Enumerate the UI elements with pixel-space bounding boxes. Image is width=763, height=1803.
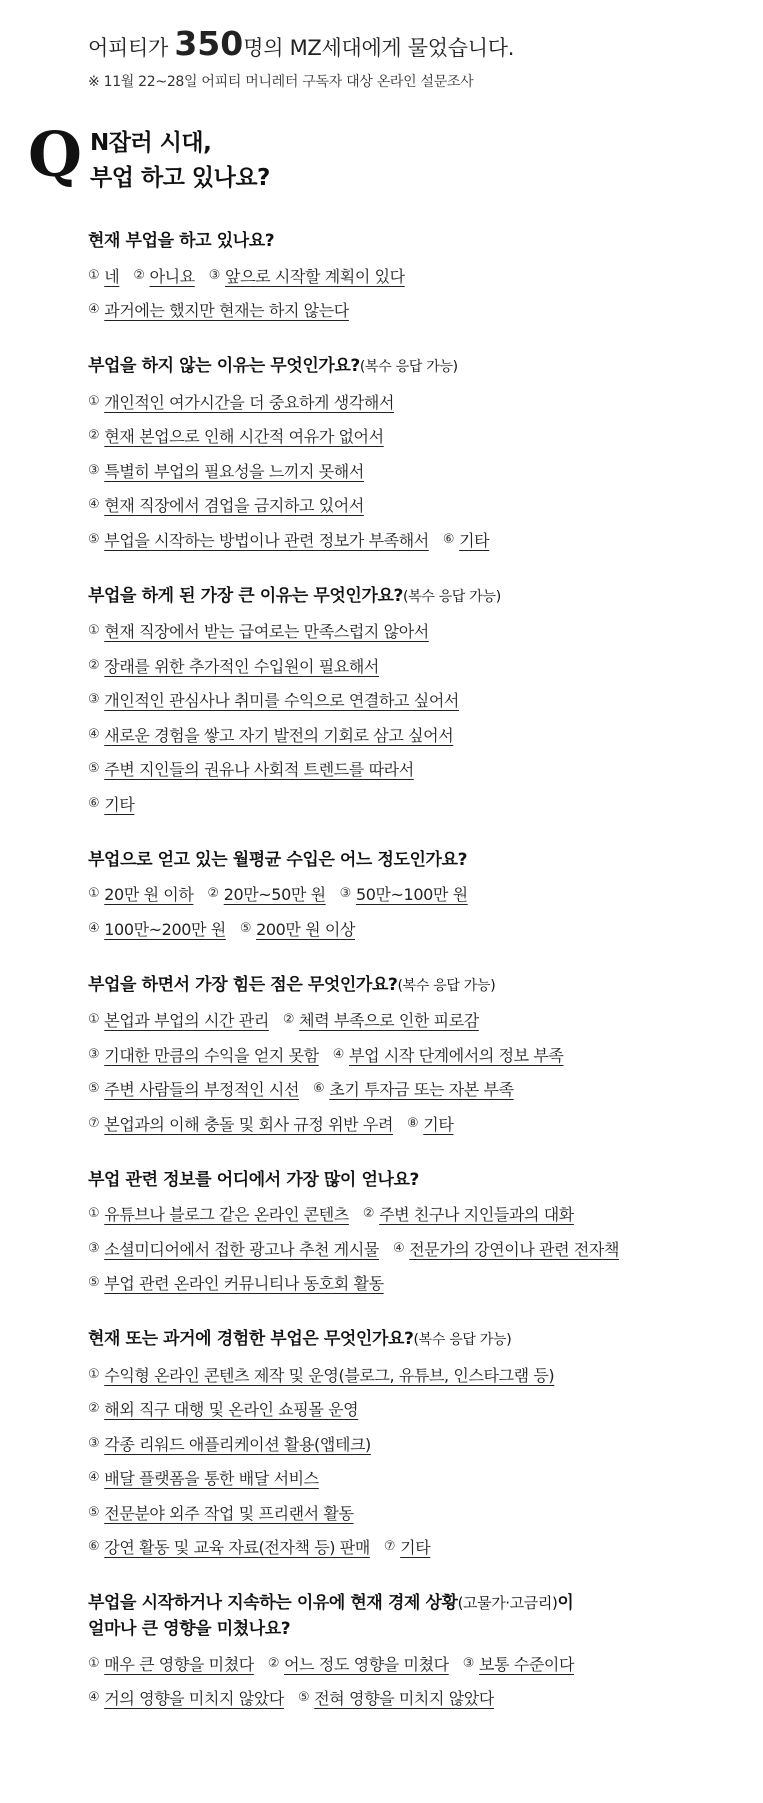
topic-title <box>90 126 270 196</box>
answer-option[interactable] <box>88 493 364 516</box>
answer-row <box>88 1037 748 1072</box>
answer-row <box>88 1530 748 1565</box>
option-link[interactable]: 기타 <box>104 794 135 814</box>
answer-option[interactable] <box>88 264 119 287</box>
option-number: ② <box>133 267 145 283</box>
option-number: ① <box>88 393 100 409</box>
answer-option[interactable] <box>209 264 405 287</box>
section-spacer <box>88 821 748 847</box>
answer-row <box>88 1197 748 1232</box>
option-number: ⑥ <box>313 1081 325 1097</box>
option-link[interactable]: 현재 직장에서 겸업을 금지하고 있어서 <box>104 496 364 516</box>
answer-row <box>88 1495 748 1530</box>
option-number: ② <box>267 1655 280 1671</box>
answer-option[interactable] <box>88 1112 393 1135</box>
answer-option[interactable] <box>268 1652 449 1675</box>
survey-method-note: ※ 11월 22~28일 어피티 머니레터 구독자 대상 온라인 설문조사 <box>88 74 474 90</box>
option-link[interactable]: 유튜브나 블로그 같은 온라인 콘텐츠 <box>104 1205 349 1225</box>
question-qualifier: (고물가·고금리) <box>457 1594 558 1612</box>
option-link[interactable]: 개인적인 여가시간을 더 중요하게 생각해서 <box>104 392 395 412</box>
question-text: 부업을 하지 않는 이유는 무엇인가요? <box>88 356 360 376</box>
answer-option[interactable] <box>88 528 429 551</box>
question-line2: 얼마나 큰 영향을 미쳤나요? <box>88 1619 291 1639</box>
answer-row <box>88 384 748 419</box>
question-title <box>88 353 748 380</box>
option-link[interactable]: 전혀 영향을 미치지 않았다 <box>314 1689 494 1709</box>
option-link[interactable]: 개인적인 관심사나 취미를 수익으로 연결하고 싶어서 <box>104 691 459 711</box>
topic-title-line2: 부업 하고 있나요? <box>90 165 270 191</box>
answer-row <box>88 911 748 946</box>
answer-row <box>88 1646 748 1681</box>
option-link[interactable]: 거의 영향을 미치지 않았다 <box>104 1689 284 1709</box>
option-link[interactable]: 주변 친구나 지인들과의 대화 <box>379 1205 574 1225</box>
answer-row <box>88 1426 748 1461</box>
question-list <box>88 228 748 1715</box>
option-link[interactable]: 20만 원 이하 <box>104 885 194 905</box>
option-link[interactable]: 특별히 부업의 필요성을 느끼지 못해서 <box>104 461 364 481</box>
option-link[interactable]: 해외 직구 대행 및 온라인 쇼핑몰 운영 <box>104 1400 359 1420</box>
topic-heading <box>28 118 728 206</box>
option-number: ⑦ <box>88 1115 100 1131</box>
option-number: ① <box>88 267 100 283</box>
answer-option[interactable] <box>88 424 384 447</box>
answer-row <box>88 1003 748 1038</box>
option-number: ⑥ <box>442 531 455 547</box>
section-spacer <box>88 1141 748 1167</box>
option-link[interactable]: 전문분야 외주 작업 및 프리랜서 활동 <box>104 1503 354 1523</box>
answer-option[interactable] <box>88 688 459 711</box>
answer-row <box>88 717 748 752</box>
answer-option[interactable] <box>88 459 364 482</box>
answer-row <box>88 293 748 328</box>
q-mark-icon: Q <box>28 118 83 191</box>
answer-option[interactable] <box>363 1202 574 1225</box>
multiple-answer-note: (복수 응답 가능) <box>359 359 458 375</box>
answer-row <box>88 1266 748 1301</box>
answer-option[interactable] <box>88 882 193 905</box>
option-link[interactable]: 어느 정도 영향을 미쳤다 <box>284 1654 449 1674</box>
option-link[interactable]: 앞으로 시작할 계획이 있다 <box>225 266 405 286</box>
answer-option[interactable] <box>407 1112 453 1135</box>
question-text-tail: 이 <box>557 1593 574 1613</box>
option-link[interactable]: 부업 관련 온라인 커뮤니티나 동호회 활동 <box>104 1274 384 1294</box>
option-link[interactable]: 주변 사람들의 부정적인 시선 <box>104 1080 299 1100</box>
option-link[interactable]: 배달 플랫폼을 통한 배달 서비스 <box>104 1469 319 1489</box>
answer-option[interactable] <box>88 1008 269 1031</box>
option-number: ⑥ <box>88 1539 100 1555</box>
question-text: 부업을 하게 된 가장 큰 이유는 무엇인가요? <box>88 585 403 606</box>
option-link[interactable]: 새로운 경험을 쌓고 자기 발전의 기회로 삼고 싶어서 <box>104 725 454 745</box>
option-number: ① <box>88 1206 100 1222</box>
question-text: 현재 또는 과거에 경험한 부업은 무엇인가요? <box>88 1329 414 1349</box>
option-number: ③ <box>88 1435 100 1451</box>
option-link[interactable]: 본업과 부업의 시간 관리 <box>104 1011 269 1031</box>
answer-row <box>88 752 748 787</box>
question-title <box>88 1167 748 1193</box>
option-number: ⑤ <box>88 531 100 547</box>
question-title <box>88 583 748 610</box>
multiple-answer-note: (복수 응답 가능) <box>402 588 501 605</box>
answer-option[interactable] <box>88 1466 319 1489</box>
answer-option[interactable] <box>298 1686 494 1709</box>
option-number: ⑥ <box>88 795 100 811</box>
answer-option[interactable] <box>88 1501 354 1524</box>
answer-option[interactable] <box>88 1077 299 1100</box>
answer-option[interactable] <box>88 390 394 413</box>
question-text: 부업으로 얻고 있는 월평균 수입은 어느 정도인가요? <box>88 849 468 870</box>
option-number: ④ <box>392 1240 405 1256</box>
option-number: ④ <box>88 920 100 936</box>
answer-row <box>88 648 748 683</box>
option-link[interactable]: 50만~100만 원 <box>355 885 468 905</box>
option-number: ② <box>362 1206 375 1222</box>
answer-option[interactable] <box>240 917 355 940</box>
option-number: ⑤ <box>88 1081 100 1097</box>
answer-option[interactable] <box>88 619 429 642</box>
question-line1 <box>88 1590 748 1616</box>
answer-option[interactable] <box>340 882 468 905</box>
option-number: ④ <box>88 497 100 513</box>
respondent-count: 350 <box>174 24 244 63</box>
option-link[interactable]: 현재 직장에서 받는 급여로는 만족스럽지 않아서 <box>104 622 429 642</box>
answer-row <box>88 877 748 912</box>
answer-option[interactable] <box>463 1652 574 1675</box>
answer-option[interactable] <box>88 1397 358 1420</box>
answer-option[interactable] <box>88 1043 319 1066</box>
option-link[interactable]: 과거에는 했지만 현재는 하지 않는다 <box>104 301 349 321</box>
answer-option[interactable] <box>88 792 134 815</box>
option-link[interactable]: 기타 <box>400 1538 431 1558</box>
question-title <box>88 1590 748 1642</box>
option-link[interactable]: 매우 큰 영향을 미쳤다 <box>104 1654 254 1674</box>
section-spacer <box>88 1564 748 1590</box>
option-number: ④ <box>88 1470 100 1486</box>
answer-row <box>88 1392 748 1427</box>
option-link[interactable]: 본업과의 이해 충돌 및 회사 규정 위반 우려 <box>104 1114 394 1134</box>
option-link[interactable]: 100만~200만 원 <box>104 919 226 939</box>
option-number: ⑤ <box>88 761 100 777</box>
answer-option[interactable] <box>88 1271 384 1294</box>
option-link[interactable]: 현재 본업으로 인해 시간적 여유가 없어서 <box>104 427 384 447</box>
section-spacer <box>88 557 748 583</box>
option-number: ④ <box>88 1690 100 1706</box>
answer-row <box>88 683 748 718</box>
answer-option[interactable] <box>88 757 414 780</box>
question-title <box>88 1326 748 1353</box>
option-number: ① <box>88 1655 100 1671</box>
intro-headline <box>88 22 748 70</box>
answer-row <box>88 419 748 454</box>
question-title <box>88 972 748 999</box>
option-number: ⑤ <box>88 1275 100 1291</box>
answer-option[interactable] <box>393 1237 619 1260</box>
option-number: ② <box>207 886 219 902</box>
option-number: ④ <box>88 726 100 742</box>
intro-pre: 어피티가 <box>88 36 175 60</box>
option-number: ③ <box>208 267 221 283</box>
answer-option[interactable] <box>88 1652 254 1675</box>
section-spacer <box>88 327 748 353</box>
answer-option[interactable] <box>88 654 379 677</box>
option-number: ④ <box>332 1046 345 1062</box>
answer-row <box>88 453 748 488</box>
option-link[interactable]: 보통 수준이다 <box>478 1654 575 1674</box>
answer-option[interactable] <box>88 1363 554 1386</box>
option-link[interactable]: 초기 투자금 또는 자본 부족 <box>329 1080 514 1100</box>
intro-post: 명의 MZ세대에게 물었습니다. <box>243 36 515 60</box>
answer-row <box>88 488 748 523</box>
answer-row <box>88 1357 748 1392</box>
option-link[interactable]: 전문가의 강연이나 관련 전자책 <box>409 1239 620 1259</box>
option-link[interactable]: 각종 리워드 애플리케이션 활용(앱테크) <box>104 1434 371 1454</box>
option-number: ④ <box>88 302 100 318</box>
question-text: 부업을 시작하거나 지속하는 이유에 현재 경제 상황 <box>88 1593 458 1613</box>
section-spacer <box>88 1300 748 1326</box>
answer-row <box>88 614 748 649</box>
answer-row <box>88 786 748 821</box>
question-text: 현재 부업을 하고 있나요? <box>88 231 275 251</box>
option-number: ③ <box>462 1655 474 1671</box>
option-link[interactable]: 수익형 온라인 콘텐츠 제작 및 운영(블로그, 유튜브, 인스타그램 등) <box>104 1365 555 1385</box>
answer-row <box>88 522 748 557</box>
option-link[interactable]: 아니요 <box>149 266 195 286</box>
topic-title-line1: N잡러 시대, <box>90 130 212 156</box>
option-number: ② <box>88 657 100 673</box>
answer-row <box>88 1106 748 1141</box>
answer-option[interactable] <box>443 528 489 551</box>
option-link[interactable]: 부업을 시작하는 방법이나 관련 정보가 부족해서 <box>104 530 429 550</box>
option-link[interactable]: 기대한 만큼의 수익을 얻지 못함 <box>104 1045 319 1065</box>
option-link[interactable]: 부업 시작 단계에서의 정보 부족 <box>349 1045 564 1065</box>
option-number: ② <box>88 428 100 444</box>
survey-intro <box>88 22 748 92</box>
option-link[interactable]: 강연 활동 및 교육 자료(전자책 등) 판매 <box>104 1538 370 1558</box>
option-link[interactable]: 체력 부족으로 인한 피로감 <box>299 1011 479 1031</box>
answer-option[interactable] <box>88 723 453 746</box>
answer-option[interactable] <box>88 1686 284 1709</box>
option-link[interactable]: 장래를 위한 추가적인 수입원이 필요해서 <box>104 656 379 676</box>
answer-option[interactable] <box>88 917 226 940</box>
option-link[interactable]: 기타 <box>459 530 490 550</box>
option-number: ③ <box>88 1046 100 1062</box>
answer-option[interactable] <box>88 298 349 321</box>
option-number: ⑤ <box>297 1690 310 1706</box>
answer-row <box>88 258 748 293</box>
option-link[interactable]: 20만~50만 원 <box>223 885 326 905</box>
option-link[interactable]: 소셜미디어에서 접한 광고나 추천 게시물 <box>104 1239 379 1259</box>
answer-option[interactable] <box>88 1535 370 1558</box>
option-number: ① <box>88 623 100 639</box>
option-link[interactable]: 주변 지인들의 권유나 사회적 트렌드를 따라서 <box>104 760 414 780</box>
answer-row <box>88 1461 748 1496</box>
option-number: ② <box>88 1401 100 1417</box>
option-number: ⑦ <box>383 1539 396 1555</box>
question-text: 부업을 하면서 가장 힘든 점은 무엇인가요? <box>88 974 398 995</box>
answer-option[interactable] <box>333 1043 564 1066</box>
option-number: ① <box>88 1012 100 1028</box>
question-title <box>88 228 748 254</box>
answer-row <box>88 1231 748 1266</box>
question-title <box>88 847 748 873</box>
option-number: ③ <box>88 692 100 708</box>
section-spacer <box>88 946 748 972</box>
answer-option[interactable] <box>283 1008 479 1031</box>
multiple-answer-note: (복수 응답 가능) <box>397 977 496 994</box>
answer-row <box>88 1072 748 1107</box>
answer-option[interactable] <box>207 882 325 905</box>
question-text: 부업 관련 정보를 어디에서 가장 많이 얻나요? <box>88 1169 419 1190</box>
option-link[interactable]: 200만 원 이상 <box>256 919 356 939</box>
multiple-answer-note: (복수 응답 가능) <box>413 1332 512 1348</box>
option-number: ③ <box>88 1240 100 1256</box>
answer-option[interactable] <box>88 1432 371 1455</box>
option-number: ① <box>88 886 100 902</box>
option-number: ③ <box>339 886 351 902</box>
answer-option[interactable] <box>384 1535 430 1558</box>
answer-option[interactable] <box>88 1237 379 1260</box>
option-number: ⑤ <box>88 1504 100 1520</box>
option-number: ① <box>88 1366 100 1382</box>
option-link[interactable]: 네 <box>104 266 120 286</box>
option-number: ⑧ <box>407 1115 419 1131</box>
answer-option[interactable] <box>313 1077 514 1100</box>
option-number: ② <box>282 1012 295 1028</box>
answer-option[interactable] <box>88 1202 349 1225</box>
option-link[interactable]: 기타 <box>423 1114 454 1134</box>
option-number: ⑤ <box>239 920 252 936</box>
answer-row <box>88 1681 748 1716</box>
answer-option[interactable] <box>133 264 194 287</box>
option-number: ③ <box>88 462 100 478</box>
